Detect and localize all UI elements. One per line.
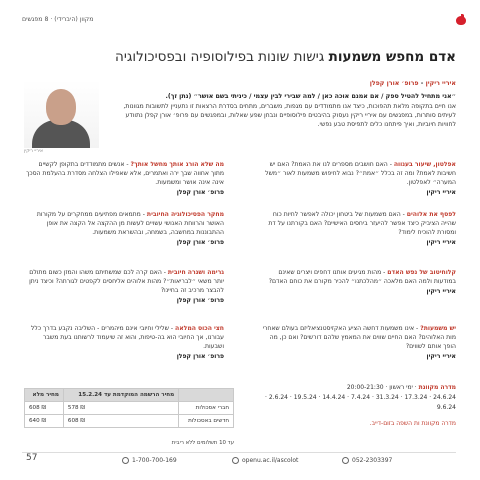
schedule-label: מדרה מקוונת [418,384,456,391]
lecture-item [24,324,224,361]
lecture-text: - האם משמעות של ביטחון יכולה לאפשר לחיות כוח שהייה הציביק כיצד אפשר להיעזר ביחסים האישיים? האם בקורתנו על דת ומסורת להוכיח לימוד? [268,211,456,236]
footer-phone-2-text: 052-2303397 [352,457,393,464]
lecture-title: אפלטון, שיעור בענווה [393,161,456,168]
lecture-text: - שלילי וחיובי אינם מיהמרים - השליבה נקבע בדרך כלל עבורנו, אך החיובי הוא בה-טיפות, והוא זה שיעמוד לרשותנו בעת משבר ושבעות. [30,325,224,350]
phone-icon [122,457,129,464]
price-early: 578 ₪ [63,402,178,415]
lecture-title: יש משמעות? [420,325,456,332]
lecture-title: מחקר הפסיכולוגיה החיובית [146,211,224,218]
price-header-empty [179,389,234,402]
lecture-item [256,160,456,197]
photo-caption: איריי ריקין [24,149,43,154]
price-table [24,388,234,428]
lecture-text: - האם קרה לכם שמשתיתם משהו והמזן כשום מתולם יותר משאי ״לבריאות״? מהות אלוהים אליחסים לקפטים לגורתה? וכיצד ניתן להבצר מרכיב זה בחיינו? [29,269,224,294]
footer-website[interactable] [232,457,298,464]
lecture-lecturer: פרופ׳ אורן קפלן [176,297,224,304]
lecture-title: קלוחיטוב של נפש האדם [387,269,456,276]
lecturer-sep: - [418,80,426,87]
lecture-lecturer: פרופ׳ אורן קפלן [176,239,224,246]
lecture-item [256,210,456,247]
page-header [22,12,466,26]
footer-website-text: openu.ac.il/ascolot [242,457,299,464]
footer-phone-2[interactable] [342,457,392,464]
schedule-line [256,383,456,393]
price-row-label: חברי אסכולות [179,402,234,415]
page-title [24,48,456,66]
lecture-lecturer: איריי ריקין [426,239,456,246]
price-note: עד 10 תשלומים ללא ריבית [171,440,234,446]
intro-quote: ״אני מתחיל להטיל ספק / אם אמנם אוכה כאן / למה שבירי לבין עצמי / כיניתי בשם אושר״ (נתן זך). [165,93,456,100]
lecture-text: - האם חושבים מספרים לנו את האמת? האם יש חשיבות לאמת? ומה זה בכלל ״אמת״? נבוא לחיפוש משמעות לאור ״משל המערה״ לאפלטון. [265,161,456,186]
price-table-header [25,389,234,402]
price-header-early: מחיר הרשמה המוקדמת עד 15.2.24 [63,389,178,402]
price-full: 640 ₪ [25,415,64,428]
lecture-lecturer: איריי ריקין [426,288,456,295]
table-row [25,402,234,415]
intro-body: אנו חיים בתקופה מלאת תהפוכות, כיצד אנו מתמודדים עם מגפות, משברים, מתחים בסדרת הרצאות זו נתעניין לתשובות מגוונות, לעיתים סותרות, במפגשים עם איריי ריקין נעסוק בהיבטים פילוסופיים ונבחן שפע שאלות, ובמפגשים עם פרופ׳ אורן קפלן נתוודע לחוויות חיוביות, ואיך פיתחנו כלים לתפיסת טבע נפשי. [123,103,456,128]
header-text: מקוון (היברידי) · 8 מפגשים [22,15,94,23]
lecture-lecturer: איריי ריקין [426,353,456,360]
lecturer-photo [24,80,99,148]
lecture-text: - אינו משמעות דחשה הציע האקזיסטנציאליזם בעולם שאחרי מות האלוהים? האם החיים שווים את המאמץ שלהם דורשים? ואם כן, מה הופך אותם לשווים? [262,325,456,350]
lecture-item [24,268,224,305]
table-row [25,415,234,428]
lecture-text: - מתמאים מפתיעים ממחקרים על מקורות האושר והרווחת האנושי עשויים לעשות מן ההקצה אל הקצה את אופן ההתבוננות במחשבה, בשמחה, ובהשראת משמעות. [36,211,224,236]
schedule-info [256,383,456,429]
lecture-title: חצי הכוס המלאה [175,325,224,332]
lecture-item [24,210,224,247]
footer-phone-1[interactable] [122,457,177,464]
lecture-item [256,324,456,361]
schedule-dates: 24.6.24 · 17.3.24 · 31.3.24 · 7.4.24 · 14.4.24 · 19.5.24 · 2.6.24 · 9.6.24 [265,394,456,411]
lecturer-name: איריי ריקין [425,80,456,87]
lecture-text: - אנשים מתמודדים בתקופן לקשיים מתוך אחווה שבך ירה ואתמרים, אלא שאפילו הצלחה מסדרת בהעלמת הסכך אינה אינה אושר ומשמעות. [26,161,224,186]
title-rest: גישות שונות בפילוסופיה ובפסיכולוגיה [115,49,329,65]
lecture-lecturer: פרופ׳ אורן קפלן [176,353,224,360]
lecture-item [24,160,224,197]
page-footer [22,452,456,466]
apple-icon [456,14,466,25]
lecturer-name-2: פרופ׳ אורן קפלן [369,80,419,87]
lecture-item [256,268,456,296]
schedule-note: מדרה מקוונת ות השפה בזום-דייב. [369,420,456,427]
whatsapp-icon [342,457,349,464]
globe-icon [232,457,239,464]
schedule-days: · ימי ראשון · 20:00-21:30 [346,384,419,391]
footer-phone-1-text: 1-700-700-169 [132,457,177,464]
lecture-lecturer: פרופ׳ אורן קפלן [176,189,224,196]
page-number: 57 [26,453,38,463]
price-row-label: חדשים באסכולות [179,415,234,428]
title-bold: אדם מחפש משמעות [328,49,456,65]
lecture-lecturer: איריי ריקין [426,189,456,196]
lecture-text: - מהות מגיעים אותנו דחפים ויצרים שאינם במודעות ולמה האם מלאכה ״מהלכתנו״ להכיר מקורם את כוחם האדם? [268,269,456,285]
lecturers-line [370,80,456,87]
price-full: 608 ₪ [25,402,64,415]
price-early: 608 ₪ [63,415,178,428]
lecture-title: מה שלא הורג אותך מחשל אותך? [130,161,224,168]
lecture-title: גרימה ושנרה חיובית [167,269,224,276]
lecture-title: לפסף את אלוהים [406,211,456,218]
price-header-full: מחיר מלא [25,389,64,402]
